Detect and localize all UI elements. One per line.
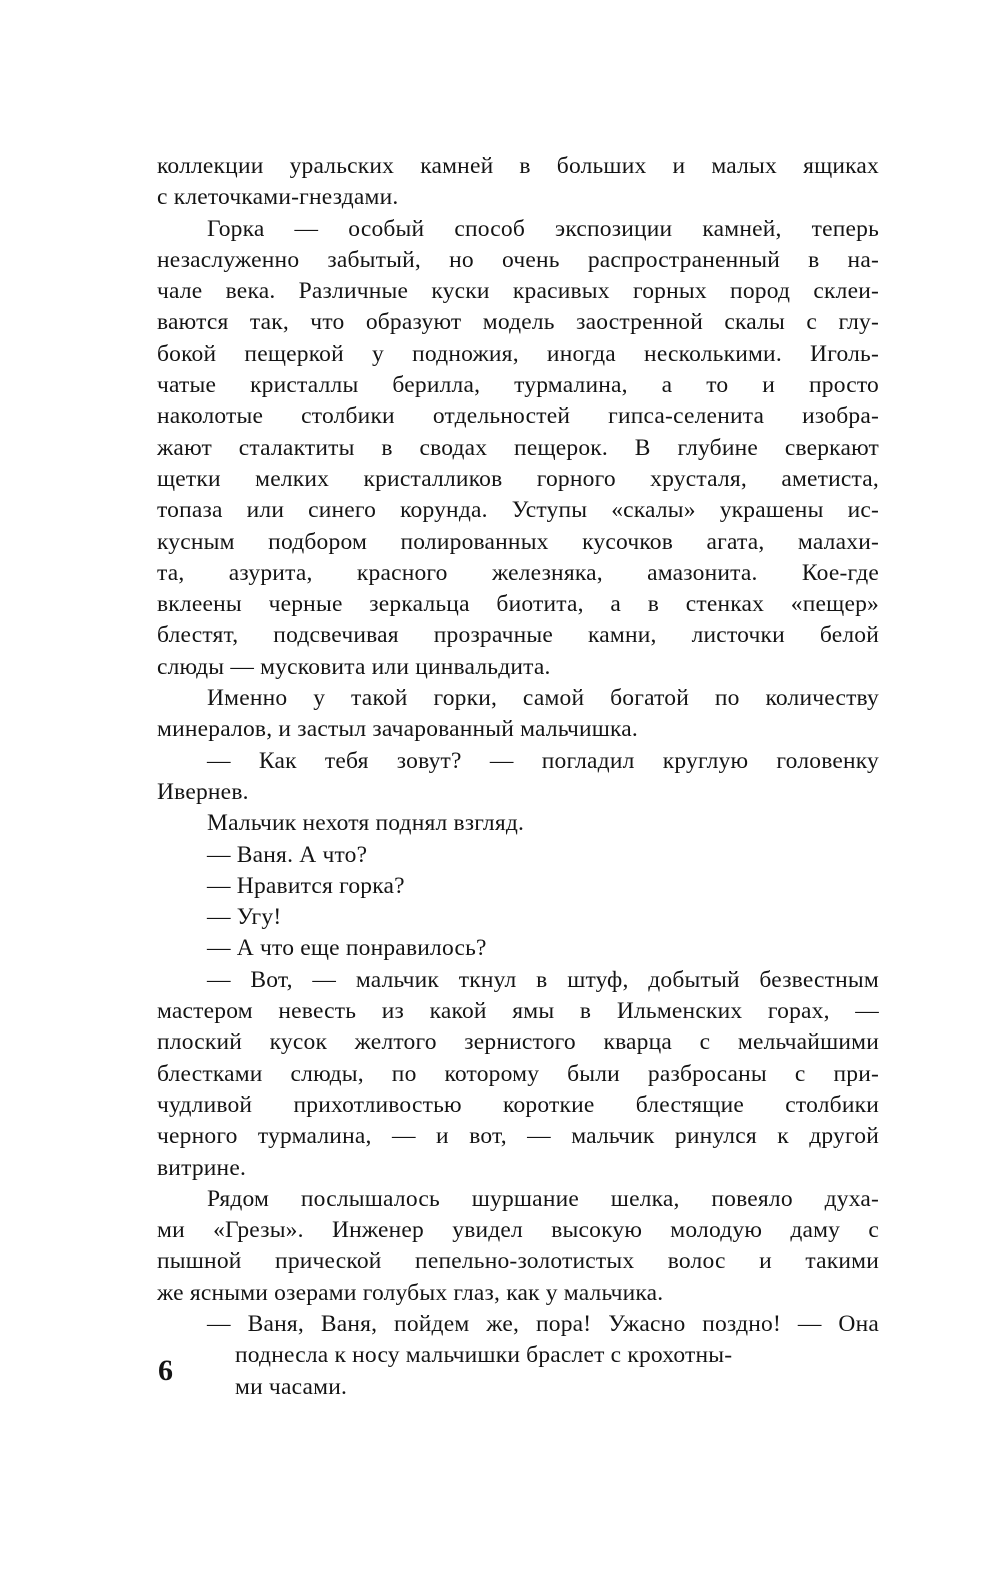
- text-line: ваются так, что образуют модель заостренной скалы с глу-: [157, 309, 879, 336]
- text-line: — Нравится горка?: [207, 872, 405, 899]
- text-line: Ивернев.: [157, 778, 249, 805]
- paragraph: [157, 840, 879, 871]
- paragraph: [157, 965, 879, 1184]
- text-line: — А что еще понравилось?: [207, 935, 487, 962]
- text-block: [157, 151, 879, 1403]
- text-line: мастером невесть из какой ямы в Ильменских горах, —: [157, 998, 879, 1025]
- text-line: жают сталактиты в сводах пещерок. В глубине сверкают: [157, 434, 879, 461]
- text-line: чале века. Различные куски красивых горных пород склеи-: [157, 278, 879, 305]
- text-line: — Угу!: [207, 904, 282, 931]
- text-line: щетки мелких кристалликов горного хрусталя, аметиста,: [157, 465, 879, 492]
- hanging-text-block: [235, 1340, 879, 1403]
- text-line: вклеены черные зеркальца биотита, а в стенках «пещер»: [157, 591, 879, 618]
- text-line: Рядом послышалось шуршание шелка, повеяло духа-: [207, 1185, 879, 1212]
- text-line: минералов, и застыл зачарованный мальчишка.: [157, 716, 639, 743]
- text-line: бокой пещеркой у подножия, иногда несколькими. Иголь-: [157, 340, 879, 367]
- text-line: кусным подбором полированных кусочков агата, малахи-: [157, 528, 879, 555]
- text-line: — Ваня. А что?: [207, 841, 368, 868]
- text-line: поднесла к носу мальчишки браслет с крохотны-: [235, 1342, 733, 1369]
- text-line: чатые кристаллы берилла, турмалина, а то и просто: [157, 372, 879, 399]
- text-line: та, азурита, красного железняка, амазонита. Кое-где: [157, 559, 879, 586]
- text-line: блестками слюды, по которому были разбросаны с при-: [157, 1060, 879, 1087]
- text-line: топаза или синего корунда. Уступы «скалы» украшены ис-: [157, 497, 879, 524]
- text-line: с клеточками-гнездами.: [157, 184, 399, 211]
- paragraph: [157, 933, 879, 964]
- text-line: чудливой прихотливостью короткие блестящие столбики: [157, 1091, 879, 1118]
- text-line: витрине.: [157, 1154, 247, 1181]
- text-line: слюды — мусковита или цинвальдита.: [157, 653, 551, 680]
- paragraph: [157, 151, 879, 214]
- text-line: коллекции уральских камней в больших и малых ящиках: [157, 153, 879, 179]
- paragraph: [157, 1184, 879, 1309]
- text-line: блестят, подсвечивая прозрачные камни, листочки белой: [157, 622, 879, 649]
- text-line: — Ваня, Ваня, пойдем же, пора! Ужасно поздно! — Она: [207, 1310, 879, 1337]
- text-line: ми часами.: [235, 1373, 348, 1400]
- paragraph: [157, 902, 879, 933]
- text-line: плоский кусок желтого зернистого кварца с мельчайшими: [157, 1029, 879, 1056]
- text-line: наколотые столбики отдельностей гипса-селенита изобра-: [157, 403, 879, 430]
- paragraph: [157, 683, 879, 746]
- text-line: пышной прической пепельно-золотистых волос и такими: [157, 1248, 879, 1275]
- text-line: Горка — особый способ экспозиции камней, теперь: [207, 215, 879, 242]
- text-line: незаслуженно забытый, но очень распространенный в на-: [157, 246, 879, 273]
- text-line: Мальчик нехотя поднял взгляд.: [207, 810, 525, 837]
- text-line: — Вот, — мальчик ткнул в штуф, добытый безвестным: [207, 966, 879, 993]
- text-line: Именно у такой горки, самой богатой по количеству: [207, 685, 879, 712]
- text-line: черного турмалина, — и вот, — мальчик ринулся к другой: [157, 1123, 879, 1150]
- paragraph: [157, 1309, 879, 1403]
- text-line: — Как тебя зовут? — погладил круглую головенку: [207, 747, 879, 774]
- paragraph: [157, 214, 879, 683]
- text-line: ми «Грезы». Инженер увидел высокую молодую даму с: [157, 1217, 879, 1244]
- paragraph: [157, 746, 879, 809]
- paragraph: [157, 808, 879, 839]
- paragraph: [157, 871, 879, 902]
- page-number: 6: [158, 1354, 173, 1387]
- text-line: же ясными озерами голубых глаз, как у мальчика.: [157, 1279, 664, 1306]
